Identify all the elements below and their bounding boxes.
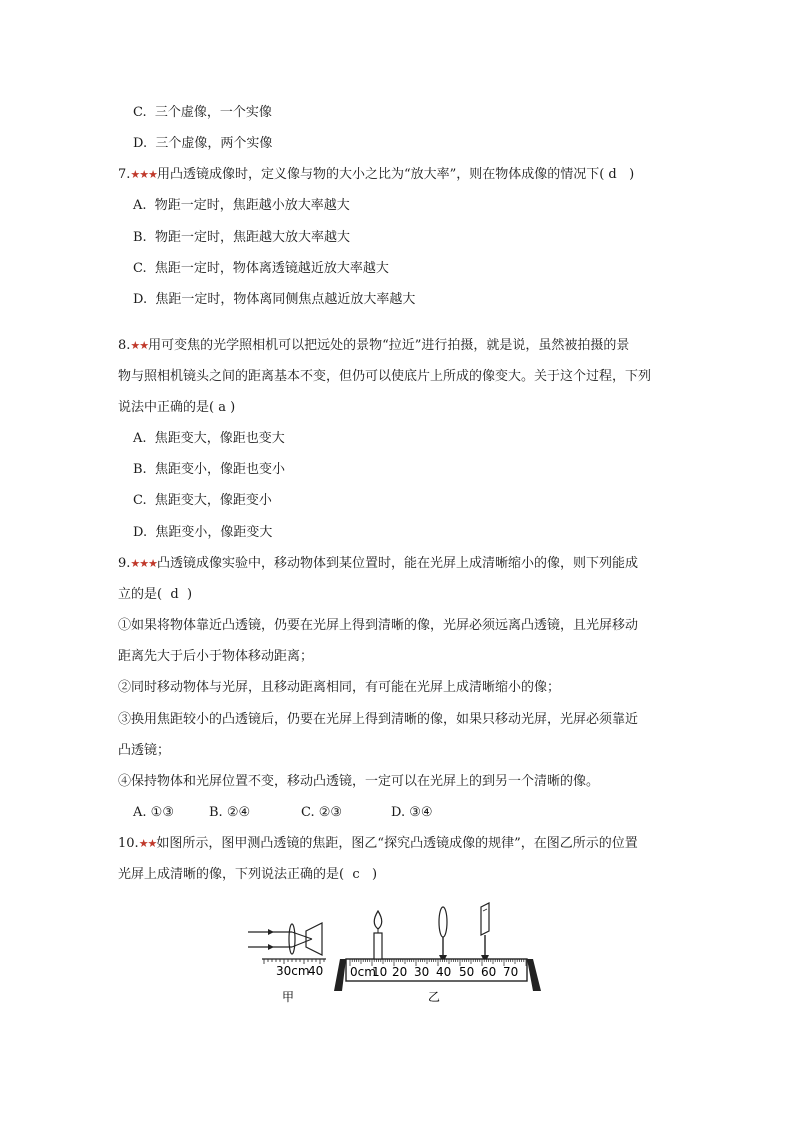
light-screen xyxy=(306,923,322,955)
answer: d xyxy=(170,587,179,602)
candle xyxy=(374,911,382,959)
q8-option-b: B. 焦距变小，像距也变小 xyxy=(133,462,285,477)
light-screen-on-stand xyxy=(481,903,489,959)
tick-label: 30cm xyxy=(276,964,310,978)
q8-option-c: C. 焦距变大，像距变小 xyxy=(133,493,272,508)
statement-4: ④保持物体和光屏位置不变，移动凸透镜，一定可以在光屏上的到另一个清晰的像。 xyxy=(118,774,600,789)
difficulty-stars: ★★ xyxy=(138,837,157,850)
choice-b: B. ②④ xyxy=(209,805,251,820)
difficulty-stars: ★★★ xyxy=(130,557,157,570)
statement-2: ②同时移动物体与光屏，且移动距离相同，有可能在光屏上成清晰缩小的像； xyxy=(118,680,561,695)
flame-icon xyxy=(374,911,382,929)
answer: d xyxy=(608,167,617,182)
question-8-line2: 物与照相机镜头之间的距离基本不变，但仍可以使底片上所成的像变大。关于这个过程，下列 xyxy=(118,369,652,384)
figure-yi xyxy=(334,903,541,1004)
figure-yi-label: 乙 xyxy=(428,990,441,1004)
choice-a: A. ①③ xyxy=(133,805,174,820)
question-8-line3: 说法中正确的是( a ) xyxy=(118,400,236,415)
q7-option-c: C. 焦距一定时，物体离透镜越近放大率越大 xyxy=(133,261,389,276)
statement-1-cont: 距离先大于后小于物体移动距离； xyxy=(118,649,314,664)
tick-label: 40 xyxy=(436,965,452,979)
question-9-line2: 立的是( d ) xyxy=(118,587,193,602)
statement-3-cont: 凸透镜； xyxy=(118,743,171,758)
statement-1: ①如果将物体靠近凸透镜，仍要在光屏上得到清晰的像，光屏必须远离凸透镜，且光屏移动 xyxy=(118,618,639,633)
difficulty-stars: ★★★ xyxy=(130,168,157,181)
question-8-stem: 8.★★用可变焦的光学照相机可以把远处的景物“拉近”进行拍摄，就是说，虽然被拍摄的景 xyxy=(118,338,630,353)
figure-jia-label: 甲 xyxy=(282,990,295,1004)
q8-option-a: A. 焦距变大，像距也变大 xyxy=(133,431,285,446)
statement-3: ③换用焦距较小的凸透镜后，仍要在光屏上得到清晰的像，如果只移动光屏，光屏必须靠近 xyxy=(118,712,639,727)
q7-option-a: A. 物距一定时，焦距越小放大率越大 xyxy=(133,198,350,213)
choice-d: D. ③④ xyxy=(391,805,433,820)
tick-label: 70 xyxy=(503,965,519,979)
arrow-icon xyxy=(268,944,274,950)
bench-leg-left xyxy=(334,959,346,991)
option-c-prev: C. 三个虚像，一个实像 xyxy=(133,105,272,120)
option-d-prev: D. 三个虚像，两个实像 xyxy=(133,136,273,151)
question-10-stem: 10.★★如图所示，图甲测凸透镜的焦距，图乙“探究凸透镜成像的规律”，在图乙所示的位置 xyxy=(118,836,638,851)
q8-option-d: D. 焦距变小，像距变大 xyxy=(133,525,273,540)
q9-choices xyxy=(133,804,433,822)
tick-label: 10 xyxy=(372,965,388,979)
question-7-stem: 7.★★★用凸透镜成像时，定义像与物的大小之比为“放大率”，则在物体成像的情况下( d ) xyxy=(118,167,635,182)
tick-label: 60 xyxy=(481,965,497,979)
answer: a xyxy=(218,400,226,415)
bench-leg-right xyxy=(527,959,541,991)
tick-label: 0cm xyxy=(350,965,376,979)
question-9-stem: 9.★★★凸透镜成像实验中，移动物体到某位置时，能在光屏上成清晰缩小的像，则下列能成 xyxy=(118,556,639,571)
question-10-line2: 光屏上成清晰的像，下列说法正确的是( c ) xyxy=(118,867,378,882)
q7-option-d: D. 焦距一定时，物体离同侧焦点越近放大率越大 xyxy=(133,292,416,307)
choice-c: C. ②③ xyxy=(301,805,343,820)
lens-experiment-figure xyxy=(240,895,550,1010)
tick-label: 20 xyxy=(392,965,408,979)
difficulty-stars: ★★ xyxy=(130,339,149,352)
arrow-icon xyxy=(268,929,274,935)
q7-option-b: B. 物距一定时，焦距越大放大率越大 xyxy=(133,230,350,245)
answer: c xyxy=(352,867,360,882)
convex-lens xyxy=(289,924,295,954)
lens-on-stand xyxy=(439,907,447,959)
figure-jia xyxy=(248,923,326,1004)
tick-label: 40 xyxy=(308,964,324,978)
tick-label: 30 xyxy=(414,965,430,979)
tick-label: 50 xyxy=(459,965,475,979)
